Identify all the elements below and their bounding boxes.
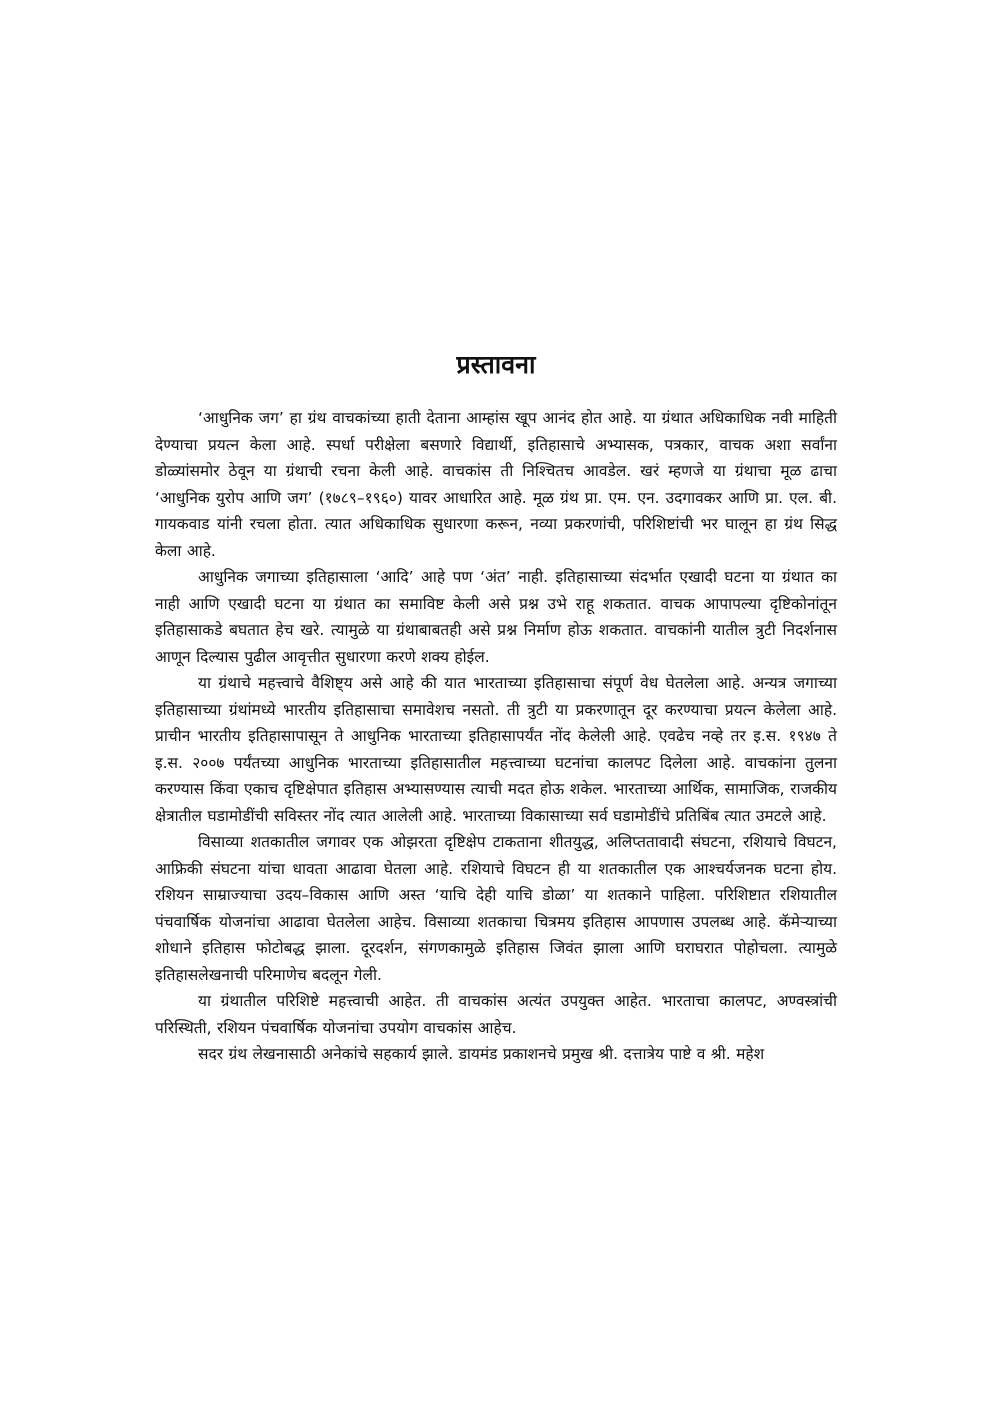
paragraph: या ग्रंथातील परिशिष्टे महत्त्वाची आहेत. ती वाचकांस अत्यंत उपयुक्त आहेत. भारताचा कालपट, अण्वस्त्रांची परिस्थिती, रशियन पंचवार्षिक योजनांचा उपयोग वाचकांस आहेच. [155, 992, 837, 1037]
body-text [155, 405, 837, 1068]
page-title: प्रस्तावना [456, 350, 536, 379]
paragraph: ‘आधुनिक जग’ हा ग्रंथ वाचकांच्या हाती देताना आम्हांस खूप आनंद होत आहे. या ग्रंथात अधिकाधिक नवी माहिती देण्याचा प्रयत्न केला आहे. स्पर्धा परीक्षेला बसणारे विद्यार्थी, इतिहासाचे अभ्यासक, पत्रकार, वाचक अशा सर्वांना डोळ्यांसमोर ठेवून या ग्रंथाची रचना केली आहे. वाचकांस ती निश्चितच आवडेल. खरं म्हणजे या ग्रंथाचा मूळ ढाचा ‘आधुनिक युरोप आणि जग’ (१७८९–१९६०) यावर आधारित आहे. मूळ ग्रंथ प्रा. एम. एन. उदगावकर आणि प्रा. एल. बी. गायकवाड यांनी रचला होता. त्यात अधिकाधिक सुधारणा करून, नव्या प्रकरणांची, परिशिष्टांची भर घालून हा ग्रंथ सिद्ध केला आहे. [155, 409, 837, 560]
paragraph: या ग्रंथाचे महत्त्वाचे वैशिष्ट्य असे आहे की यात भारताच्या इतिहासाचा संपूर्ण वेध घेतलेला आहे. अन्यत्र जगाच्या इतिहासाच्या ग्रंथांमध्ये भारतीय इतिहासाचा समावेशच नसतो. ती त्रुटी या प्रकरणातून दूर करण्याचा प्रयत्न केलेला आहे. प्राचीन भारतीय इतिहासापासून ते आधुनिक भारताच्या इतिहासापर्यंत नोंद केलेली आहे. एवढेच नव्हे तर इ.स. १९४७ ते इ.स. २००७ पर्यंतच्या आधुनिक भारताच्या इतिहासातील महत्त्वाच्या घटनांचा कालपट दिलेला आहे. वाचकांना तुलना करण्यास किंवा एकाच दृष्टिक्षेपात इतिहास अभ्यासण्यास त्याची मदत होऊ शकेल. भारताच्या आर्थिक, सामाजिक, राजकीय क्षेत्रातील घडामोडींची सविस्तर नोंद त्यात आलेली आहे. भारताच्या विकासाच्या सर्व घडामोडींचे प्रतिबिंब त्यात उमटले आहे. [155, 674, 837, 825]
paragraph: सदर ग्रंथ लेखनासाठी अनेकांचे सहकार्य झाले. डायमंड प्रकाशनचे प्रमुख श्री. दत्तात्रेय पाष्टे व श्री. महेश [198, 1045, 765, 1063]
paragraph: विसाव्या शतकातील जगावर एक ओझरता दृष्टिक्षेप टाकताना शीतयुद्ध, अलिप्ततावादी संघटना, रशियाचे विघटन, आफ्रिकी संघटना यांचा धावता आढावा घेतला आहे. रशियाचे विघटन ही या शतकातील एक आश्चर्यजनक घटना होय. रशियन साम्राज्याचा उदय–विकास आणि अस्त ‘याचि देही याचि डोळा’ या शतकाने पाहिला. परिशिष्टात रशियातील पंचवार्षिक योजनांचा आढावा घेतलेला आहेच. विसाव्या शतकाचा चित्रमय इतिहास आपणास उपलब्ध आहे. कॅमेऱ्याच्या शोधाने इतिहास फोटोबद्ध झाला. दूरदर्शन, संगणकामुळे इतिहास जिवंत झाला आणि घराघरात पोहोचला. त्यामुळे इतिहासलेखनाची परिमाणेच बदलून गेली. [155, 833, 837, 984]
paragraph: आधुनिक जगाच्या इतिहासाला ‘आदि’ आहे पण ‘अंत’ नाही. इतिहासाच्या संदर्भात एखादी घटना या ग्रंथात का नाही आणि एखादी घटना या ग्रंथात का समाविष्ट केली असे प्रश्न उभे राहू शकतात. वाचक आपापल्या दृष्टिकोनांतून इतिहासाकडे बघतात हेच खरे. त्यामुळे या ग्रंथाबाबतही असे प्रश्न निर्माण होऊ शकतात. वाचकांनी यातील त्रुटी निदर्शनास आणून दिल्यास पुढील आवृत्तीत सुधारणा करणे शक्य होईल. [155, 568, 837, 666]
